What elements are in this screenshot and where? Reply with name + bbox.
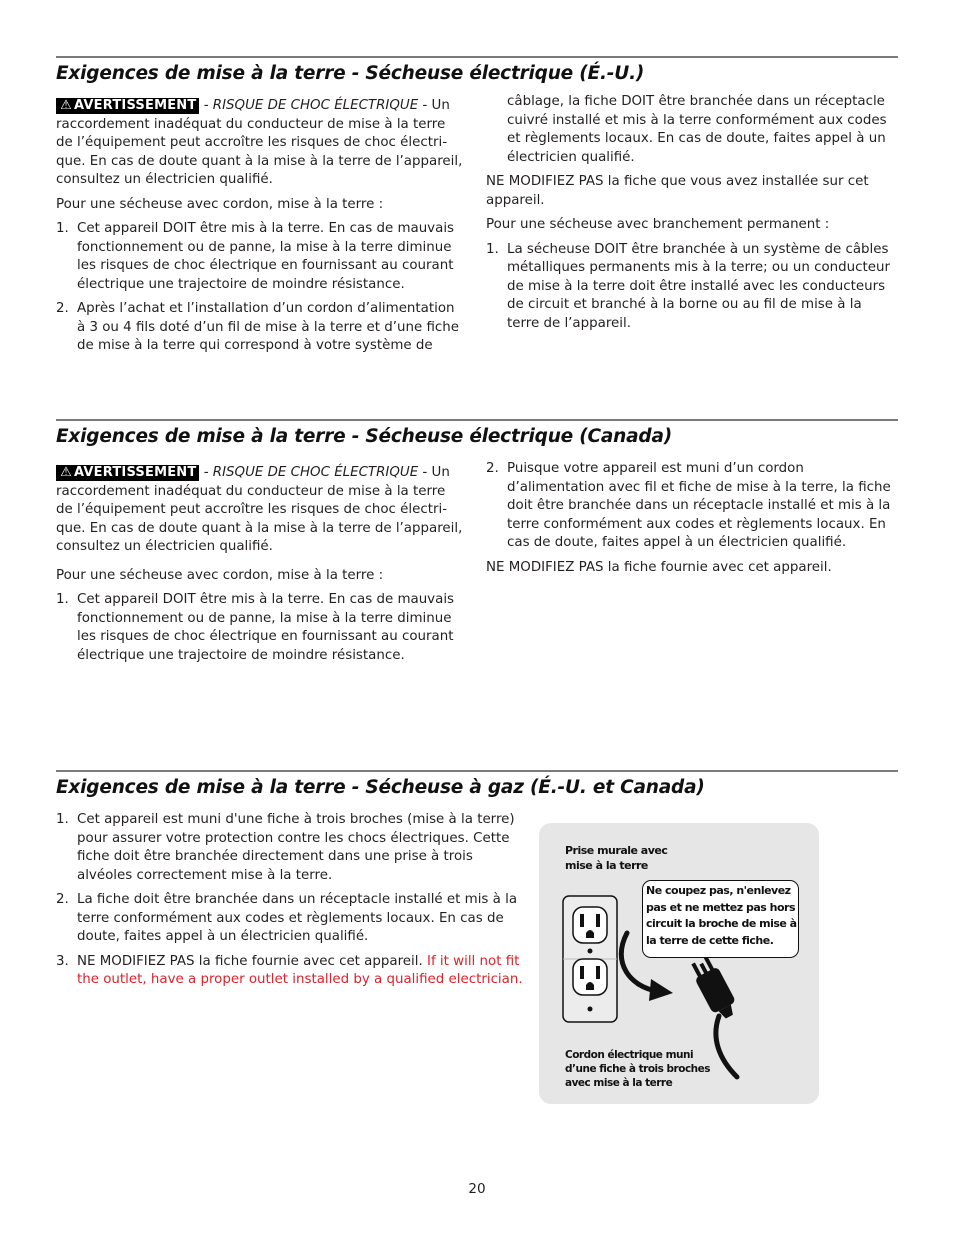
right-column bbox=[486, 93, 898, 339]
left-column bbox=[56, 811, 526, 996]
power-cord bbox=[716, 1016, 737, 1077]
callout-text: Ne coupez pas, n'enlevez pas et ne mettez pas hors circuit la broche de mise à la terre de cette fiche. bbox=[646, 884, 797, 947]
warning-badge: ⚠ AVERTISSEMENT bbox=[56, 465, 199, 481]
warning-risk: - RISQUE DE CHOC ÉLECTRIQUE - bbox=[203, 465, 428, 480]
list-item: 1. La sécheuse DOIT être branchée à un système de câbles métalliques permanents mis à la terre; ou un conducteur de mise à la terre doit être installé avec les conducteurs de circuit et branché à la borne ou au fil de mise à la terre de l’appareil. bbox=[486, 241, 890, 331]
warning-risk: - RISQUE DE CHOC ÉLECTRIQUE - bbox=[203, 98, 428, 113]
intro-text: Pour une sécheuse avec cordon, mise à la terre : bbox=[56, 196, 384, 212]
cord-label: Cordon électrique muni d’une fiche à trois broches avec mise à la terre bbox=[565, 1049, 711, 1089]
section-electric-canada bbox=[56, 419, 898, 449]
numbered-list bbox=[56, 591, 466, 665]
section-electric-us bbox=[56, 56, 898, 86]
section-heading: Exigences de mise à la terre - Sécheuse électrique (É.-U.) bbox=[56, 63, 645, 84]
section-divider bbox=[56, 419, 898, 421]
section-divider bbox=[56, 770, 898, 772]
list-item: 2. Après l’achat et l’installation d’un cordon d’alimentation à 3 ou 4 fils doté d’un fil de mise à la terre et d’une fiche de mise à la terre qui correspond à votre système de bbox=[56, 301, 460, 353]
numbered-list bbox=[486, 241, 898, 334]
grounding-plug-figure bbox=[539, 823, 819, 1104]
warning-paragraph bbox=[56, 97, 466, 190]
note-text: NE MODIFIEZ PAS la fiche que vous avez installée sur cet appareil. bbox=[486, 174, 869, 208]
list-item: 1. Cet appareil DOIT être mis à la terre. En cas de mauvais fonctionnement ou de panne, la mise à la terre diminue les risques de choc électrique en fournissant au courant électrique une trajectoire de moindre résistance. bbox=[56, 592, 455, 663]
right-column bbox=[486, 460, 898, 583]
left-column bbox=[56, 464, 466, 671]
list-item: 1. Cet appareil DOIT être mis à la terre. En cas de mauvais fonctionnement ou de panne, la mise à la terre diminue les risques de choc électrique en fournissant au courant électrique une trajectoire de moindre résistance. bbox=[56, 221, 455, 292]
note-text: NE MODIFIEZ PAS la fiche fournie avec cet appareil. bbox=[486, 559, 832, 575]
red-warning-text: If it will not fit the outlet, have a proper outlet installed by a qualified electrician. bbox=[77, 953, 523, 987]
left-column bbox=[56, 97, 466, 362]
intro-text: Pour une sécheuse avec cordon, mise à la terre : bbox=[56, 567, 384, 583]
outlet-label: Prise murale avec mise à la terre bbox=[565, 844, 668, 872]
callout-box bbox=[642, 880, 799, 958]
warning-triangle-icon: ⚠ bbox=[60, 465, 72, 480]
warning-text: Un raccordement inadéquat du conducteur de mise à la terre de l’équipement peut accroître les risques de choc électri-que. En cas de doute quant à la mise à la terre de l’appareil, consultez un électricien qualifié. bbox=[56, 465, 463, 554]
numbered-list bbox=[56, 220, 466, 356]
page-number: 20 bbox=[468, 1181, 486, 1197]
section-heading: Exigences de mise à la terre - Sécheuse à gaz (É.-U. et Canada) bbox=[56, 777, 705, 798]
warning-badge: ⚠ AVERTISSEMENT bbox=[56, 98, 199, 114]
list-item: 2. La fiche doit être branchée dans un réceptacle installé et mis à la terre conformément aux codes et règlements locaux. En cas de doute, faites appel à un électricien qualifié. bbox=[56, 892, 518, 944]
section-divider bbox=[56, 56, 898, 58]
warning-text: Un raccordement inadéquat du conducteur de mise à la terre de l’équipement peut accroître les risques de choc électri-que. En cas de doute quant à la mise à la terre de l’appareil, consultez un électricien qualifié. bbox=[56, 98, 463, 187]
numbered-list bbox=[486, 460, 898, 553]
list-item: 1. Cet appareil est muni d'une fiche à trois broches (mise à la terre) pour assurer votre protection contre les chocs électriques. Cette fiche doit être branchée directement dans une prise à trois alvéoles correctement mise à la terre. bbox=[56, 812, 515, 883]
numbered-list bbox=[56, 811, 526, 990]
warning-paragraph bbox=[56, 464, 466, 557]
intro-text: Pour une sécheuse avec branchement permanent : bbox=[486, 217, 830, 232]
continued-text: câblage, la fiche DOIT être branchée dans un réceptacle cuivré installé et mis à la terre conformément aux codes et règlements locaux. En cas de doute, faites appel à un électricien qualifié. bbox=[507, 94, 887, 165]
section-heading: Exigences de mise à la terre - Sécheuse électrique (Canada) bbox=[56, 426, 673, 447]
list-item: 2. Puisque votre appareil est muni d’un cordon d’alimentation avec fil et fiche de mise à la terre, la fiche doit être branchée dans un réceptacle installé et mis à la terre conformément aux codes et règlements locaux. En cas de doute, faites appel à un électricien qualifié. bbox=[486, 461, 891, 550]
list-item: 3. NE MODIFIEZ PAS la fiche fournie avec cet appareil. If it will not fit the outlet, have a proper outlet installed by a qualified electrician. bbox=[56, 953, 523, 987]
three-prong-plug bbox=[688, 954, 741, 1023]
warning-triangle-icon: ⚠ bbox=[60, 98, 72, 113]
section-gas bbox=[56, 770, 898, 800]
